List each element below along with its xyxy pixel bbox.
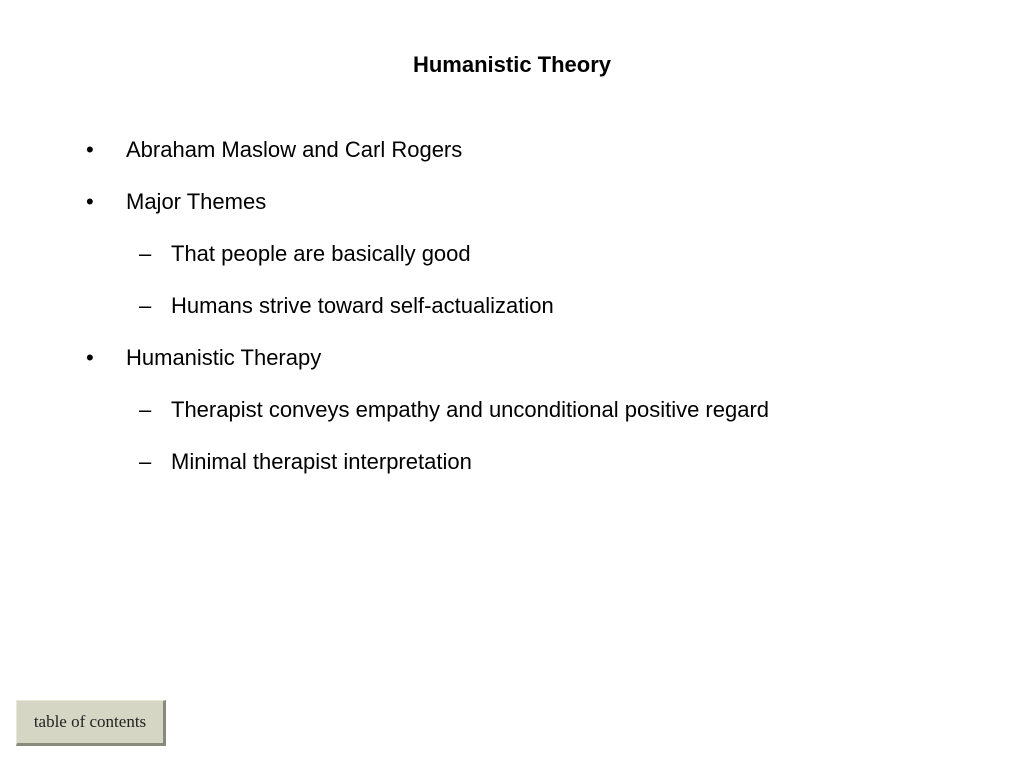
bullet-item [86,188,267,216]
sub-bullet-marker: – [139,241,152,266]
sub-bullet-text: Minimal therapist interpretation [171,449,472,474]
sub-bullet-item [139,448,472,476]
bullet-text: Humanistic Therapy [126,345,322,370]
table-of-contents-button[interactable] [16,700,166,746]
bullet-text: Abraham Maslow and Carl Rogers [126,137,463,162]
sub-bullet-item [139,240,471,268]
bullet-item [86,344,322,372]
sub-bullet-marker: – [139,449,152,474]
sub-bullet-marker: – [139,397,152,422]
bullet-marker: • [86,345,94,370]
bullet-marker: • [86,137,94,162]
bullet-marker: • [86,189,94,214]
sub-bullet-item [139,396,770,424]
table-of-contents-label: table of contents [33,712,147,731]
sub-bullet-text: Humans strive toward self-actualization [171,293,554,318]
sub-bullet-text: Therapist conveys empathy and unconditional positive regard [171,397,770,422]
bullet-item [86,136,463,164]
sub-bullet-text: That people are basically good [171,241,471,266]
sub-bullet-item [139,292,554,320]
slide-title: Humanistic Theory [412,52,612,77]
sub-bullet-marker: – [139,293,152,318]
bullet-text: Major Themes [126,189,267,214]
